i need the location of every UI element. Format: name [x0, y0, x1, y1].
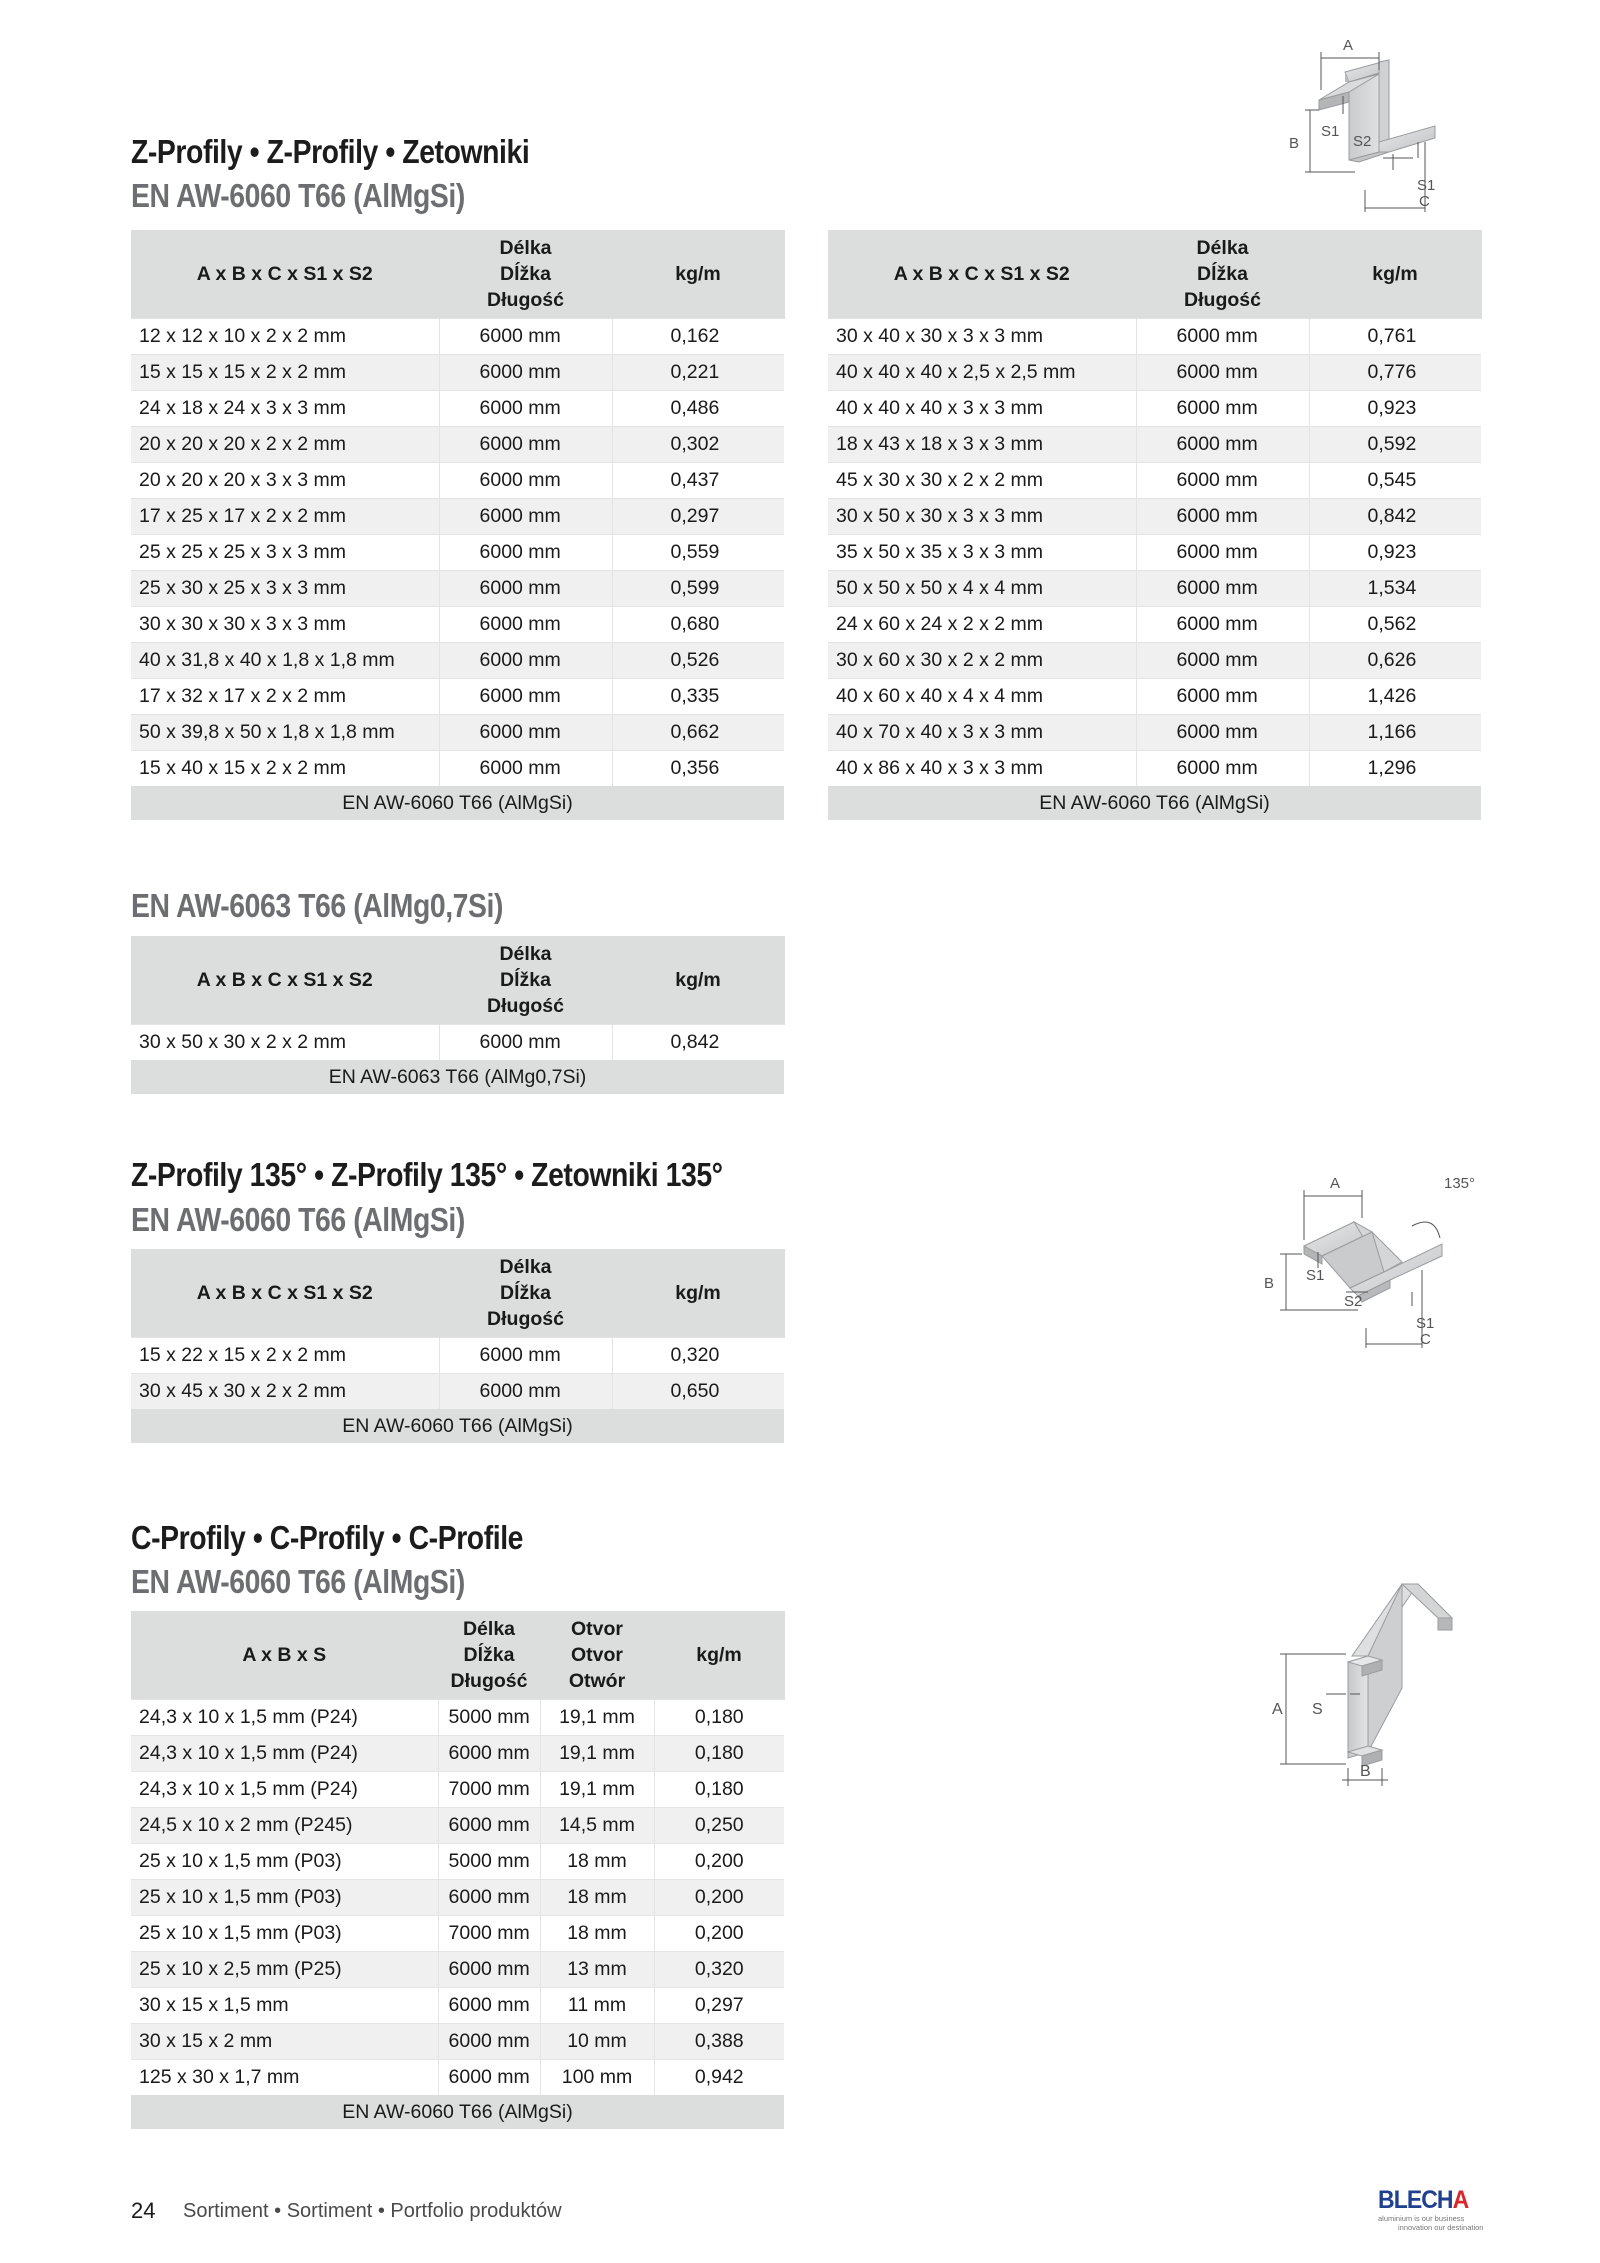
table-cell: 0,180	[654, 1772, 784, 1808]
table-cell: 0,680	[612, 607, 784, 643]
table-cell: 6000 mm	[1136, 427, 1309, 463]
table-cell: 40 x 86 x 40 x 3 x 3 mm	[828, 751, 1136, 787]
table-cell: 15 x 22 x 15 x 2 x 2 mm	[131, 1338, 439, 1374]
z-diagram-label-b: B	[1289, 135, 1300, 152]
logo-tagline-2: innovation our destination	[1398, 2223, 1484, 2232]
table-cell: 19,1 mm	[540, 1736, 654, 1772]
table-cell: 0,200	[654, 1844, 784, 1880]
table-cell: 6000 mm	[1136, 391, 1309, 427]
z135-profile-diagram	[1262, 1168, 1494, 1364]
table-cell: 6000 mm	[438, 1952, 540, 1988]
col-header-kgm: kg/m	[654, 1611, 784, 1700]
table-row	[131, 1988, 784, 2024]
table-cell: 20 x 20 x 20 x 3 x 3 mm	[131, 463, 439, 499]
col-header-hole: Otvor Otvor Otwór	[540, 1611, 654, 1700]
table-row	[131, 1880, 784, 1916]
table-cell: 6000 mm	[439, 715, 612, 751]
col-header-length: Délka Dĺžka Długość	[438, 1611, 540, 1700]
table-footer-row	[131, 2095, 784, 2129]
col-header-dimensions: A x B x S	[131, 1611, 438, 1700]
table-cell: 6000 mm	[1136, 355, 1309, 391]
table-cell: 15 x 15 x 15 x 2 x 2 mm	[131, 355, 439, 391]
table-cell: 0,200	[654, 1916, 784, 1952]
table-row	[131, 571, 784, 607]
table-row	[131, 1772, 784, 1808]
table-row	[131, 1916, 784, 1952]
z-diagram-label-c: C	[1419, 193, 1430, 210]
table-footer-row	[131, 786, 784, 820]
z-6063-table	[131, 936, 785, 1094]
table-row	[131, 643, 784, 679]
page-footer-text: Sortiment • Sortiment • Portfolio produktów	[183, 2200, 562, 2222]
table-cell: 40 x 70 x 40 x 3 x 3 mm	[828, 715, 1136, 751]
z135-table	[131, 1249, 785, 1443]
table-cell: 15 x 40 x 15 x 2 x 2 mm	[131, 751, 439, 787]
table-cell: 125 x 30 x 1,7 mm	[131, 2060, 438, 2096]
table-cell: 24,5 x 10 x 2 mm (P245)	[131, 1808, 438, 1844]
table-row	[131, 1736, 784, 1772]
table-cell: 6000 mm	[1136, 571, 1309, 607]
section-z135-subtitle: EN AW-6060 T66 (AlMgSi)	[131, 1201, 465, 1238]
table-cell: 0,599	[612, 571, 784, 607]
table-cell: 40 x 60 x 40 x 4 x 4 mm	[828, 679, 1136, 715]
z-diagram-label-a: A	[1343, 37, 1354, 54]
col-header-length: Délka Dĺžka Długość	[439, 936, 612, 1025]
table-row	[131, 1700, 784, 1736]
table-row	[828, 535, 1481, 571]
table-cell: 6000 mm	[1136, 463, 1309, 499]
table-cell: 0,320	[654, 1952, 784, 1988]
col-header-kgm: kg/m	[612, 936, 784, 1025]
z135-diagram-label-c: C	[1420, 1331, 1431, 1348]
table-cell: 6000 mm	[439, 535, 612, 571]
table-cell: 14,5 mm	[540, 1808, 654, 1844]
table-cell: 19,1 mm	[540, 1772, 654, 1808]
table-cell: 6000 mm	[1136, 535, 1309, 571]
table-row	[828, 355, 1481, 391]
table-cell: 6000 mm	[439, 1338, 612, 1374]
table-cell: 0,221	[612, 355, 784, 391]
table-footer-row	[828, 786, 1481, 820]
col-header-dimensions: A x B x C x S1 x S2	[131, 230, 439, 319]
table-cell: 100 mm	[540, 2060, 654, 2096]
table-row	[131, 391, 784, 427]
table-cell: 40 x 40 x 40 x 3 x 3 mm	[828, 391, 1136, 427]
table-cell: 6000 mm	[439, 679, 612, 715]
table-cell: 30 x 30 x 30 x 3 x 3 mm	[131, 607, 439, 643]
table-cell: 6000 mm	[438, 2060, 540, 2096]
table-cell: 6000 mm	[438, 2024, 540, 2060]
table-row	[828, 427, 1481, 463]
table-row	[131, 1952, 784, 1988]
table-cell: 0,662	[612, 715, 784, 751]
table-cell: 6000 mm	[439, 571, 612, 607]
table-cell: 0,180	[654, 1700, 784, 1736]
table-cell: 6000 mm	[438, 1988, 540, 2024]
table-cell: 24 x 60 x 24 x 2 x 2 mm	[828, 607, 1136, 643]
table-footer-row	[131, 1409, 784, 1443]
table-row	[131, 499, 784, 535]
table-cell: 0,562	[1309, 607, 1481, 643]
table-row	[131, 319, 784, 355]
table-cell: 5000 mm	[438, 1700, 540, 1736]
table-cell: 1,296	[1309, 751, 1481, 787]
table-cell: 0,545	[1309, 463, 1481, 499]
table-row	[828, 751, 1481, 787]
col-header-dimensions: A x B x C x S1 x S2	[828, 230, 1136, 319]
table-cell: 0,559	[612, 535, 784, 571]
table-cell: 30 x 60 x 30 x 2 x 2 mm	[828, 643, 1136, 679]
table-row	[131, 715, 784, 751]
table-cell: 0,335	[612, 679, 784, 715]
table-cell: 5000 mm	[438, 1844, 540, 1880]
table-row	[828, 679, 1481, 715]
table-cell: 0,942	[654, 2060, 784, 2096]
table-cell: 25 x 10 x 1,5 mm (P03)	[131, 1844, 438, 1880]
table-cell: 18 mm	[540, 1916, 654, 1952]
table-footer-alloy: EN AW-6060 T66 (AlMgSi)	[131, 786, 784, 820]
table-cell: 1,426	[1309, 679, 1481, 715]
table-row	[131, 2024, 784, 2060]
table-cell: 6000 mm	[439, 391, 612, 427]
table-cell: 17 x 25 x 17 x 2 x 2 mm	[131, 499, 439, 535]
table-cell: 0,923	[1309, 391, 1481, 427]
table-cell: 0,250	[654, 1808, 784, 1844]
section-z-6063-subtitle: EN AW-6063 T66 (AlMg0,7Si)	[131, 887, 504, 924]
table-cell: 30 x 40 x 30 x 3 x 3 mm	[828, 319, 1136, 355]
table-cell: 1,166	[1309, 715, 1481, 751]
table-cell: 50 x 39,8 x 50 x 1,8 x 1,8 mm	[131, 715, 439, 751]
table-cell: 6000 mm	[1136, 607, 1309, 643]
table-cell: 24,3 x 10 x 1,5 mm (P24)	[131, 1700, 438, 1736]
table-cell: 0,297	[612, 499, 784, 535]
table-cell: 7000 mm	[438, 1772, 540, 1808]
table-cell: 0,842	[1309, 499, 1481, 535]
section-c-subtitle: EN AW-6060 T66 (AlMgSi)	[131, 1563, 465, 1600]
table-cell: 12 x 12 x 10 x 2 x 2 mm	[131, 319, 439, 355]
logo-wordmark: BLECHA	[1378, 2186, 1469, 2214]
table-cell: 6000 mm	[1136, 715, 1309, 751]
c-table	[131, 1611, 785, 2129]
table-cell: 6000 mm	[439, 1374, 612, 1410]
table-cell: 6000 mm	[439, 355, 612, 391]
table-cell: 6000 mm	[1136, 643, 1309, 679]
table-cell: 6000 mm	[438, 1880, 540, 1916]
z135-diagram-label-a: A	[1330, 1175, 1341, 1192]
table-row	[131, 427, 784, 463]
table-row	[828, 319, 1481, 355]
z135-diagram-label-s2: S2	[1344, 1293, 1363, 1310]
table-cell: 0,320	[612, 1338, 784, 1374]
blecha-logo	[1378, 2186, 1488, 2234]
table-cell: 0,923	[1309, 535, 1481, 571]
table-cell: 30 x 45 x 30 x 2 x 2 mm	[131, 1374, 439, 1410]
table-row	[131, 1025, 784, 1061]
z135-diagram-label-b: B	[1264, 1275, 1275, 1292]
table-row	[131, 679, 784, 715]
table-cell: 0,437	[612, 463, 784, 499]
table-footer-alloy: EN AW-6063 T66 (AlMg0,7Si)	[131, 1060, 784, 1094]
table-footer-row	[131, 1060, 784, 1094]
table-cell: 0,297	[654, 1988, 784, 2024]
table-cell: 24 x 18 x 24 x 3 x 3 mm	[131, 391, 439, 427]
col-header-kgm: kg/m	[1309, 230, 1481, 319]
table-row	[131, 1844, 784, 1880]
table-row	[828, 499, 1481, 535]
table-row	[131, 751, 784, 787]
table-row	[131, 463, 784, 499]
z-diagram-label-s2: S2	[1353, 133, 1372, 150]
table-row	[131, 1808, 784, 1844]
section-c-title: C-Profily • C-Profily • C-Profile	[131, 1519, 523, 1556]
table-cell: 0,302	[612, 427, 784, 463]
table-cell: 6000 mm	[439, 643, 612, 679]
table-cell: 6000 mm	[439, 1025, 612, 1061]
z135-diagram-label-s1: S1	[1306, 1267, 1325, 1284]
table-cell: 6000 mm	[1136, 679, 1309, 715]
z-diagram-label-s1b: S1	[1417, 177, 1436, 194]
table-row	[828, 715, 1481, 751]
table-cell: 0,626	[1309, 643, 1481, 679]
table-cell: 30 x 15 x 1,5 mm	[131, 1988, 438, 2024]
table-row	[131, 1374, 784, 1410]
z-6060-table-right	[828, 230, 1482, 820]
table-cell: 40 x 40 x 40 x 2,5 x 2,5 mm	[828, 355, 1136, 391]
col-header-dimensions: A x B x C x S1 x S2	[131, 936, 439, 1025]
table-cell: 40 x 31,8 x 40 x 1,8 x 1,8 mm	[131, 643, 439, 679]
table-cell: 0,842	[612, 1025, 784, 1061]
table-cell: 20 x 20 x 20 x 2 x 2 mm	[131, 427, 439, 463]
table-footer-alloy: EN AW-6060 T66 (AlMgSi)	[131, 2095, 784, 2129]
table-row	[131, 2060, 784, 2096]
table-row	[131, 355, 784, 391]
section-z-title: Z-Profily • Z-Profily • Zetowniki	[131, 133, 530, 170]
table-cell: 11 mm	[540, 1988, 654, 2024]
table-footer-alloy: EN AW-6060 T66 (AlMgSi)	[131, 1409, 784, 1443]
table-cell: 6000 mm	[1136, 751, 1309, 787]
table-cell: 30 x 15 x 2 mm	[131, 2024, 438, 2060]
logo-tagline-1: aluminium is our business	[1378, 2214, 1465, 2223]
table-cell: 0,776	[1309, 355, 1481, 391]
c-diagram-label-s: S	[1312, 1701, 1323, 1718]
table-cell: 6000 mm	[439, 499, 612, 535]
col-header-kgm: kg/m	[612, 230, 784, 319]
table-cell: 0,356	[612, 751, 784, 787]
table-cell: 24,3 x 10 x 1,5 mm (P24)	[131, 1772, 438, 1808]
table-cell: 25 x 25 x 25 x 3 x 3 mm	[131, 535, 439, 571]
table-cell: 6000 mm	[439, 751, 612, 787]
table-row	[131, 535, 784, 571]
section-z135-title: Z-Profily 135° • Z-Profily 135° • Zetowniki 135°	[131, 1156, 723, 1193]
table-cell: 0,162	[612, 319, 784, 355]
table-cell: 25 x 30 x 25 x 3 x 3 mm	[131, 571, 439, 607]
table-row	[131, 607, 784, 643]
table-cell: 6000 mm	[438, 1736, 540, 1772]
z135-diagram-label-angle: 135°	[1444, 1175, 1476, 1192]
table-cell: 25 x 10 x 2,5 mm (P25)	[131, 1952, 438, 1988]
z-profile-diagram	[1285, 30, 1495, 222]
table-cell: 7000 mm	[438, 1916, 540, 1952]
table-cell: 35 x 50 x 35 x 3 x 3 mm	[828, 535, 1136, 571]
table-cell: 10 mm	[540, 2024, 654, 2060]
table-cell: 6000 mm	[439, 607, 612, 643]
table-row	[828, 463, 1481, 499]
table-cell: 45 x 30 x 30 x 2 x 2 mm	[828, 463, 1136, 499]
table-cell: 0,650	[612, 1374, 784, 1410]
table-cell: 30 x 50 x 30 x 3 x 3 mm	[828, 499, 1136, 535]
table-cell: 6000 mm	[439, 319, 612, 355]
table-cell: 1,534	[1309, 571, 1481, 607]
table-cell: 18 mm	[540, 1880, 654, 1916]
col-header-dimensions: A x B x C x S1 x S2	[131, 1249, 439, 1338]
z-6060-table-left	[131, 230, 785, 820]
table-cell: 0,486	[612, 391, 784, 427]
table-cell: 18 x 43 x 18 x 3 x 3 mm	[828, 427, 1136, 463]
c-profile-diagram	[1262, 1538, 1462, 1788]
c-diagram-label-b: B	[1360, 1763, 1371, 1780]
table-row	[828, 391, 1481, 427]
table-row	[828, 643, 1481, 679]
table-cell: 6000 mm	[438, 1808, 540, 1844]
table-cell: 17 x 32 x 17 x 2 x 2 mm	[131, 679, 439, 715]
col-header-length: Délka Dĺžka Długość	[439, 1249, 612, 1338]
col-header-length: Délka Dĺžka Długość	[439, 230, 612, 319]
table-cell: 25 x 10 x 1,5 mm (P03)	[131, 1880, 438, 1916]
table-cell: 19,1 mm	[540, 1700, 654, 1736]
table-cell: 0,388	[654, 2024, 784, 2060]
section-z-subtitle: EN AW-6060 T66 (AlMgSi)	[131, 177, 465, 214]
z-diagram-label-s1: S1	[1321, 123, 1340, 140]
table-cell: 0,200	[654, 1880, 784, 1916]
c-diagram-label-a: A	[1272, 1701, 1283, 1718]
table-cell: 13 mm	[540, 1952, 654, 1988]
table-cell: 18 mm	[540, 1844, 654, 1880]
table-cell: 50 x 50 x 50 x 4 x 4 mm	[828, 571, 1136, 607]
table-cell: 24,3 x 10 x 1,5 mm (P24)	[131, 1736, 438, 1772]
table-cell: 6000 mm	[1136, 319, 1309, 355]
table-cell: 0,761	[1309, 319, 1481, 355]
col-header-length: Délka Dĺžka Długość	[1136, 230, 1309, 319]
table-row	[828, 571, 1481, 607]
table-cell: 0,526	[612, 643, 784, 679]
table-cell: 6000 mm	[439, 427, 612, 463]
table-cell: 6000 mm	[439, 463, 612, 499]
table-cell: 0,592	[1309, 427, 1481, 463]
table-cell: 25 x 10 x 1,5 mm (P03)	[131, 1916, 438, 1952]
table-footer-alloy: EN AW-6060 T66 (AlMgSi)	[828, 786, 1481, 820]
col-header-kgm: kg/m	[612, 1249, 784, 1338]
table-row	[131, 1338, 784, 1374]
table-cell: 0,180	[654, 1736, 784, 1772]
z135-diagram-label-s1b: S1	[1416, 1315, 1435, 1332]
table-row	[828, 607, 1481, 643]
table-cell: 6000 mm	[1136, 499, 1309, 535]
table-cell: 30 x 50 x 30 x 2 x 2 mm	[131, 1025, 439, 1061]
page-number: 24	[131, 2198, 156, 2223]
